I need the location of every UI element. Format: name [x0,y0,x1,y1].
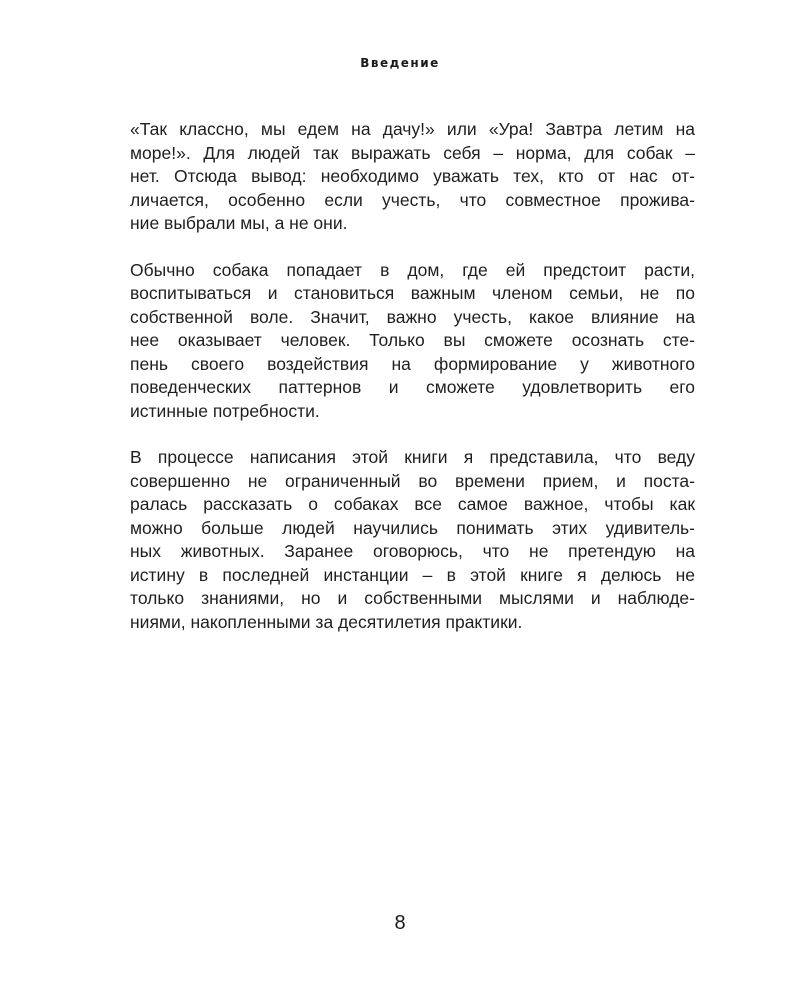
text-line: истину в последней инстанции – в этой книге я делюсь не [130,564,695,585]
text-line: ниями, накопленными за десятилетия практики. [130,611,523,632]
text-line: ных животных. Заранее оговорюсь, что не претендую на [130,541,695,561]
text-line: истинные потребности. [130,400,320,421]
text-line: пень своего воздействия на формирование у животного [130,353,695,374]
body-text [130,118,695,657]
paragraph-3 [130,446,695,634]
text-line: собственной воле. Значит, важно учесть, какое влияние на [130,306,695,327]
paragraph-2 [130,259,695,424]
text-line: можно больше людей научились понимать этих удивитель- [130,517,695,538]
text-line: «Так классно, мы едем на дачу!» или «Ура! Завтра летим на [130,119,695,139]
text-line: В процессе написания этой книги я представила, что веду [130,447,695,467]
text-line: Обычно собака попадает в дом, где ей предстоит расти, [130,259,695,280]
paragraph-1 [130,118,695,236]
text-line: море!». Для людей так выражать себя – норма, для собак – [130,142,695,163]
text-line: ралась рассказать о собаках все самое важное, чтобы как [130,494,695,514]
text-line: личается, особенно если учесть, что совместное прожива- [130,189,695,210]
text-line: ние выбрали мы, а не они. [130,213,348,233]
page-number: 8 [394,912,406,934]
text-line: совершенно не ограниченный во времени прием, и поста- [130,470,695,491]
running-head-title: Введение [360,56,440,70]
text-line: поведенческих паттернов и сможете удовлетворить его [130,377,695,397]
text-line: нет. Отсюда вывод: необходимо уважать тех, кто от нас от- [130,166,695,186]
text-line: воспитываться и становиться важным членом семьи, не по [130,283,695,303]
text-line: нее оказывает человек. Только вы сможете осознать сте- [130,330,695,350]
text-line: только знаниями, но и собственными мыслями и наблюде- [130,588,695,608]
